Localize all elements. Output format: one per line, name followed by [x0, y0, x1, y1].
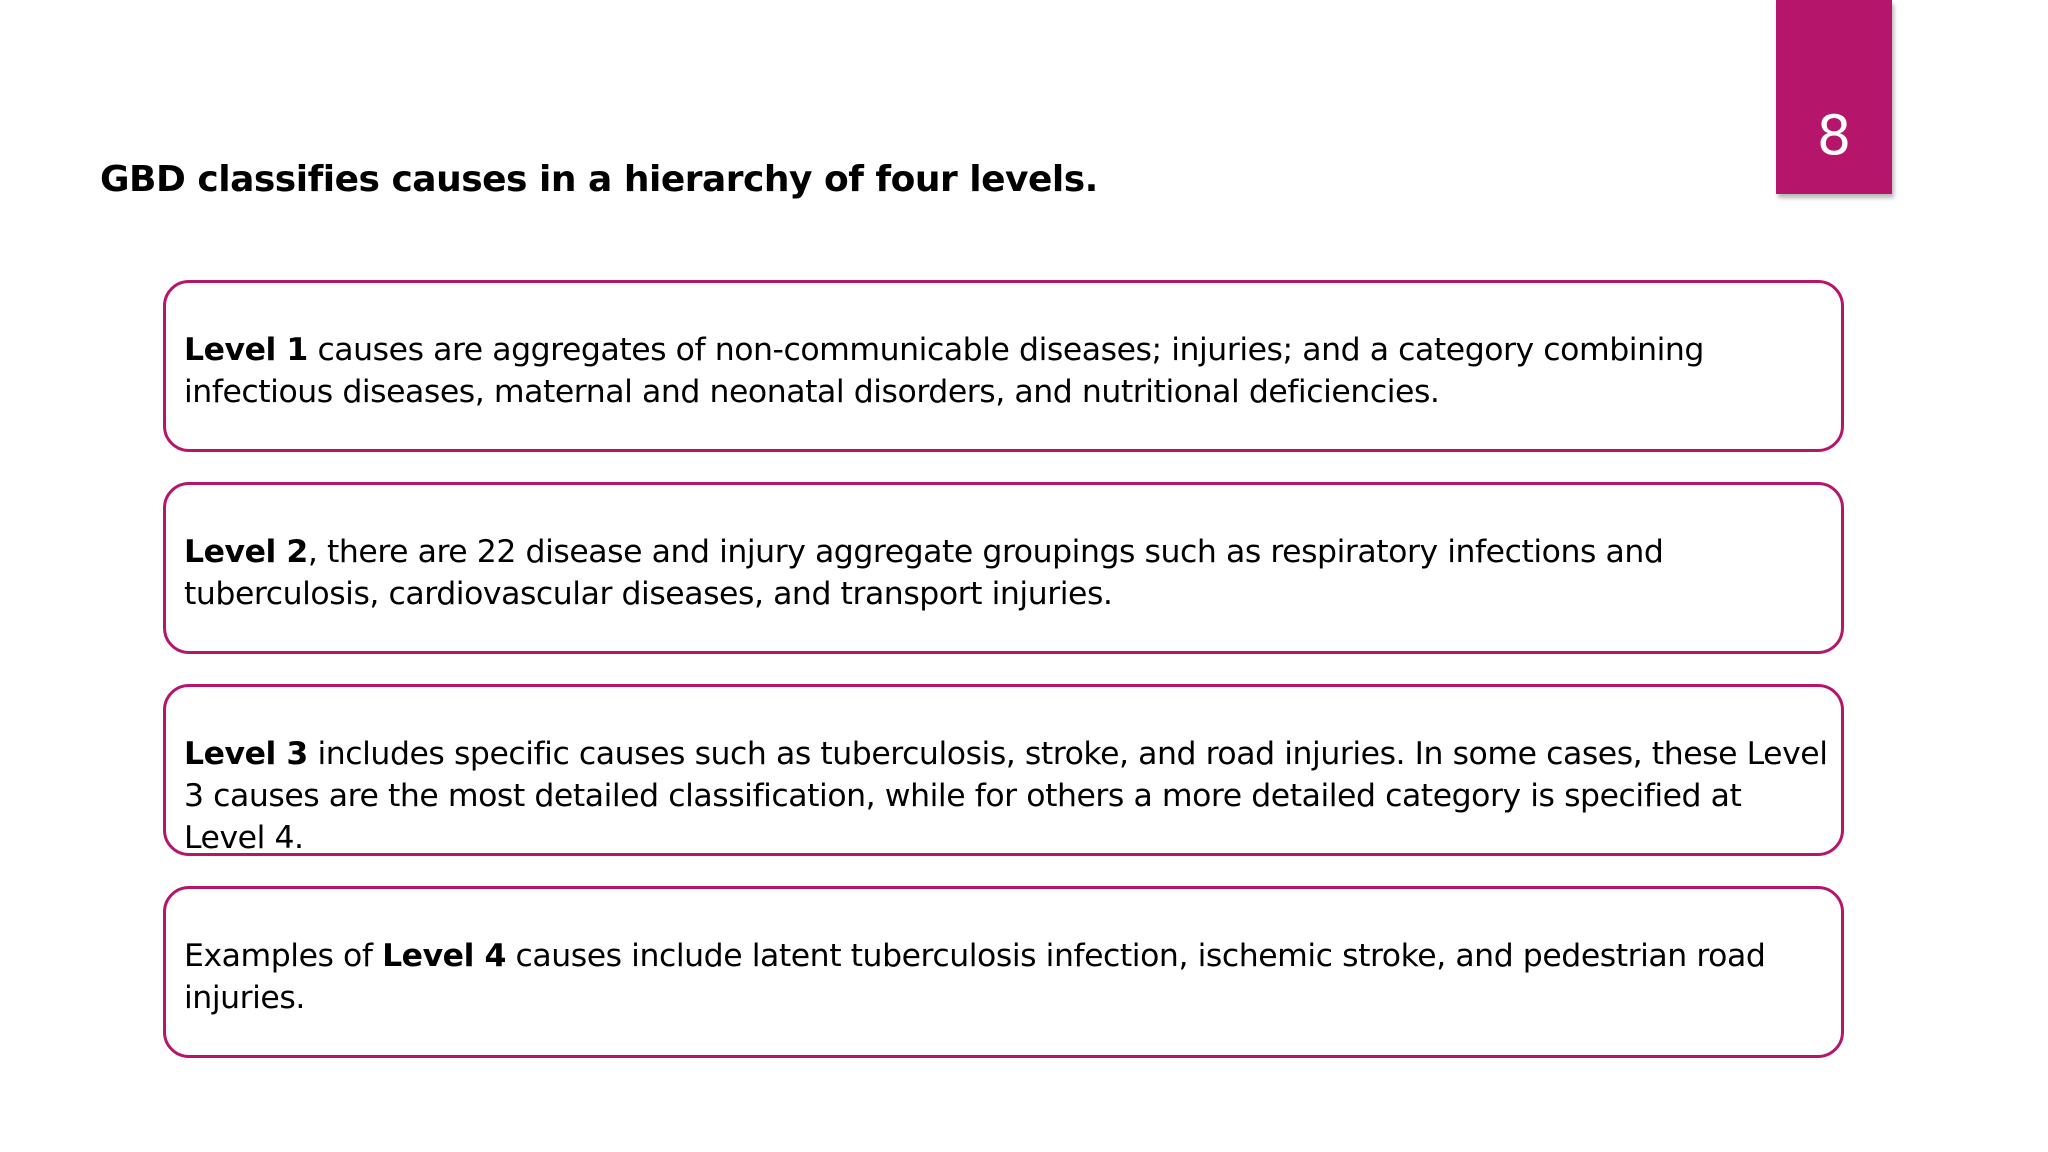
level-4-label: Level 4: [382, 938, 506, 974]
level-4-description: causes include latent tuberculosis infection, ischemic stroke, and pedestrian road injuries.: [184, 938, 1766, 1016]
level-4-text: [184, 935, 1829, 1019]
level-2-text: [184, 531, 1829, 615]
level-1-description: causes are aggregates of non-communicable diseases; injuries; and a category combining infectious diseases, maternal and neonatal disorders, and nutritional deficiencies.: [184, 332, 1704, 410]
level-1-label: Level 1: [184, 332, 308, 368]
level-4-lead: Examples of: [184, 938, 383, 974]
page-number: 8: [1816, 104, 1852, 167]
level-1-text: [184, 329, 1829, 413]
slide-title: GBD classifies causes in a hierarchy of four levels.: [100, 159, 1098, 200]
level-2-label: Level 2: [184, 534, 308, 570]
page-number-badge: [1776, 0, 1892, 194]
level-4-box: [163, 886, 1844, 1058]
level-3-text: [184, 733, 1829, 859]
level-3-box: [163, 684, 1844, 856]
level-2-description: , there are 22 disease and injury aggregate groupings such as respiratory infections and tuberculosis, cardiovascular diseases, and transport injuries.: [184, 534, 1664, 612]
level-3-description: includes specific causes such as tuberculosis, stroke, and road injuries. In some cases, these Level 3 causes are the most detailed classification, while for others a more detailed category is specified at Level 4.: [184, 736, 1828, 856]
level-2-box: [163, 482, 1844, 654]
level-3-label: Level 3: [184, 736, 308, 772]
level-1-box: [163, 280, 1844, 452]
